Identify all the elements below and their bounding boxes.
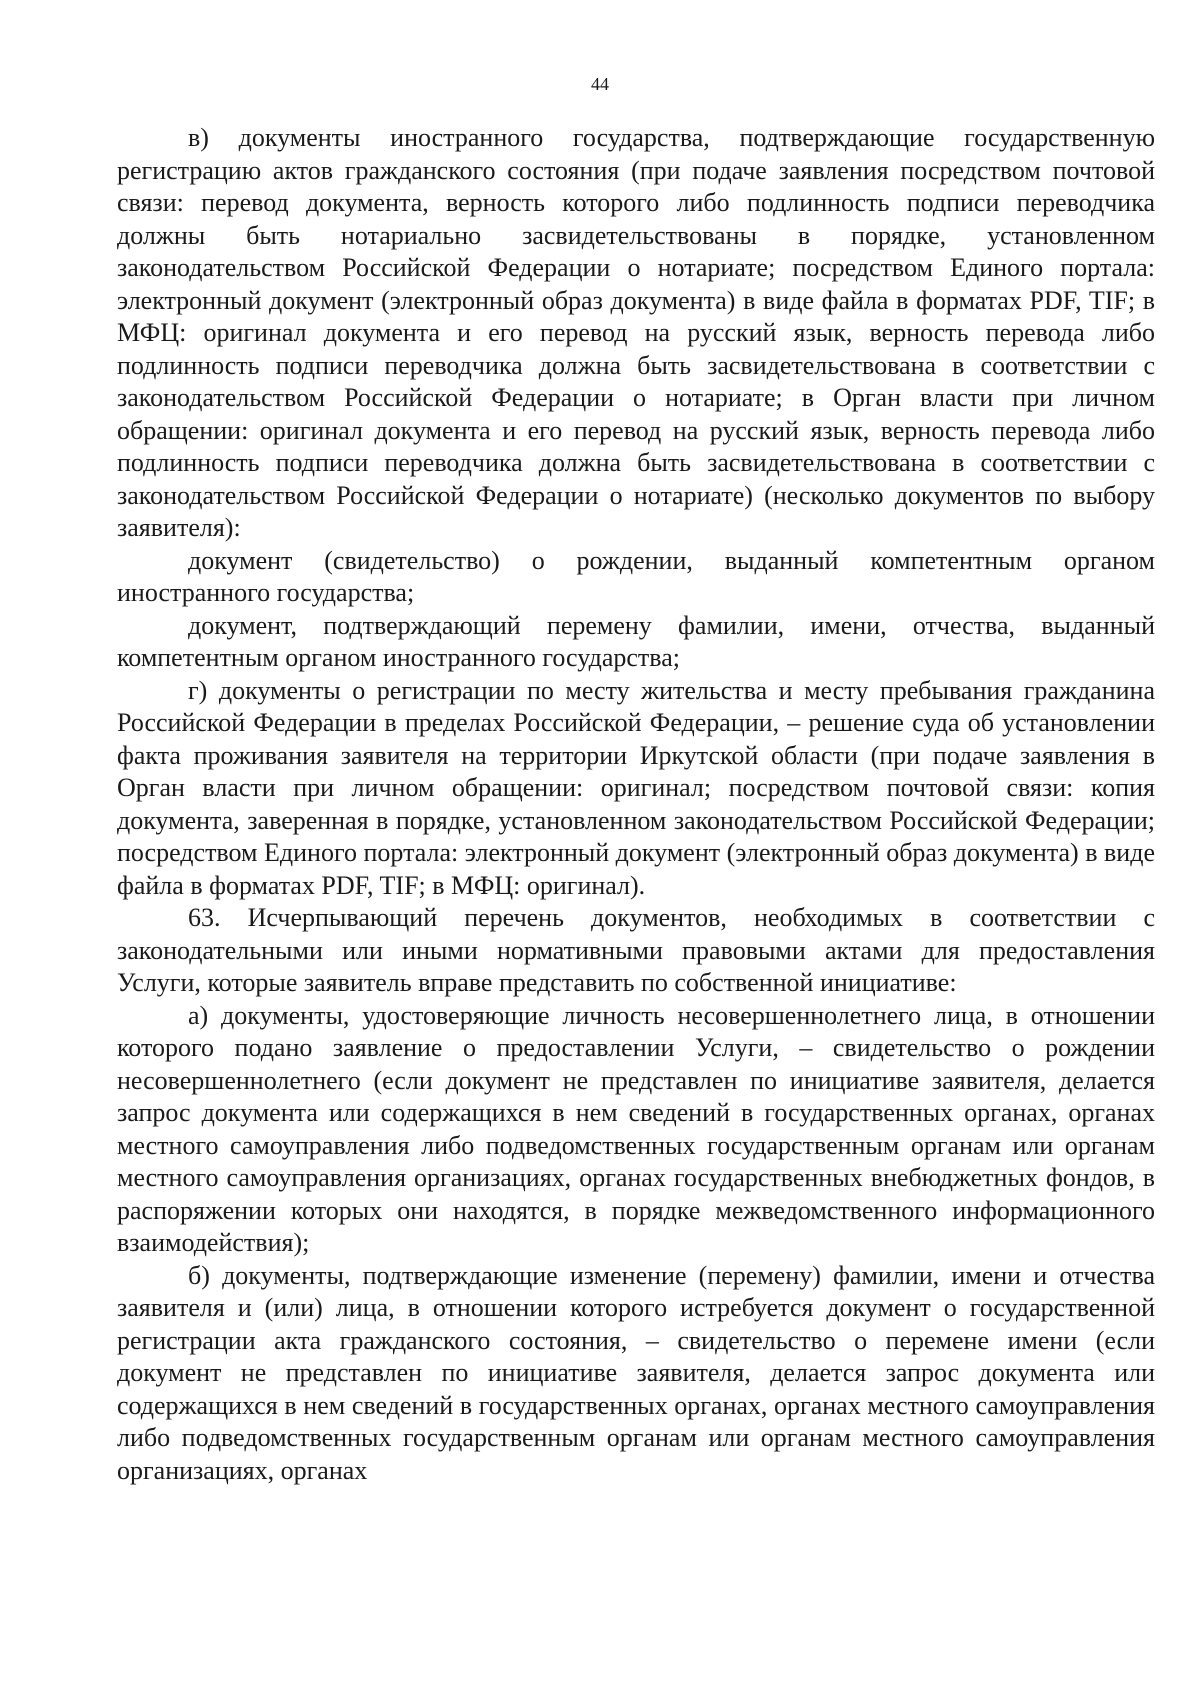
paragraph-name-change-document-foreign: документ, подтверждающий перемену фамилии, имени, отчества, выданный компетентным органом иностранного государства; [117,610,1155,672]
page-number: 44 [591,74,609,94]
paragraph-item-g-registration-documents: г) документы о регистрации по месту жительства и месту пребывания гражданина Российской Федерации в пределах Российской Федерации, – решение суда об установлении факта проживания заявителя на территории Иркутской области (при подаче заявления в Орган власти при личном обращении: оригинал; посредством почтовой связи: копия документа, заверенная в порядке, установленном законодательством Российской Федерации; посредством Единого портала: электронный документ (электронный образ документа) в виде файла в форматах PDF, TIF; в МФЦ: оригинал). [117,675,1155,900]
paragraph-item-a-identity-documents: а) документы, удостоверяющие личность несовершеннолетнего лица, в отношении которого подано заявление о предоставлении Услуги, – свидетельство о рождении несовершеннолетнего (если документ не представлен по инициативе заявителя, делается запрос документа или содержащихся в нем сведений в государственных органах, органах местного самоуправления либо подведомственных государственным органам или органам местного самоуправления организациях, органах государственных внебюджетных фондов, в распоряжении которых они находятся, в порядке межведомственного информационного взаимодействия); [117,1000,1155,1257]
paragraph-birth-certificate-foreign: документ (свидетельство) о рождении, выданный компетентным органом иностранного государства; [117,545,1155,607]
paragraph-section-63: 63. Исчерпывающий перечень документов, необходимых в соответствии с законодательными или иными нормативными правовыми актами для предоставления Услуги, которые заявитель вправе представить по собственной инициативе: [117,903,1155,997]
document-body [117,122,1155,1487]
paragraph-item-v-foreign-documents: в) документы иностранного государства, подтверждающие государственную регистрацию актов гражданского состояния (при подаче заявления посредством почтовой связи: перевод документа, верность которого либо подлинность подписи переводчика должны быть нотариально засвидетельствованы в порядке, установленном законодательством Российской Федерации о нотариате; посредством Единого портала: электронный документ (электронный образ документа) в виде файла в форматах PDF, TIF; в МФЦ: оригинал документа и его перевод на русский язык, верность перевода либо подлинность подписи переводчика должна быть засвидетельствована в соответствии с законодательством Российской Федерации о нотариате; в Орган власти при личном обращении: оригинал документа и его перевод на русский язык, верность перевода либо подлинность подписи переводчика должна быть засвидетельствована в соответствии с законодательством Российской Федерации о нотариате) (несколько документов по выбору заявителя): [117,123,1155,542]
paragraph-item-b-name-change-documents: б) документы, подтверждающие изменение (перемену) фамилии, имени и отчества заявителя и (или) лица, в отношении которого истребуется документ о государственной регистрации акта гражданского состояния, – свидетельство о перемене имени (если документ не представлен по инициативе заявителя, делается запрос документа или содержащихся в нем сведений в государственных органах, органах местного самоуправления либо подведомственных государственным органам или органам местного самоуправления организациях, органах [117,1260,1155,1485]
